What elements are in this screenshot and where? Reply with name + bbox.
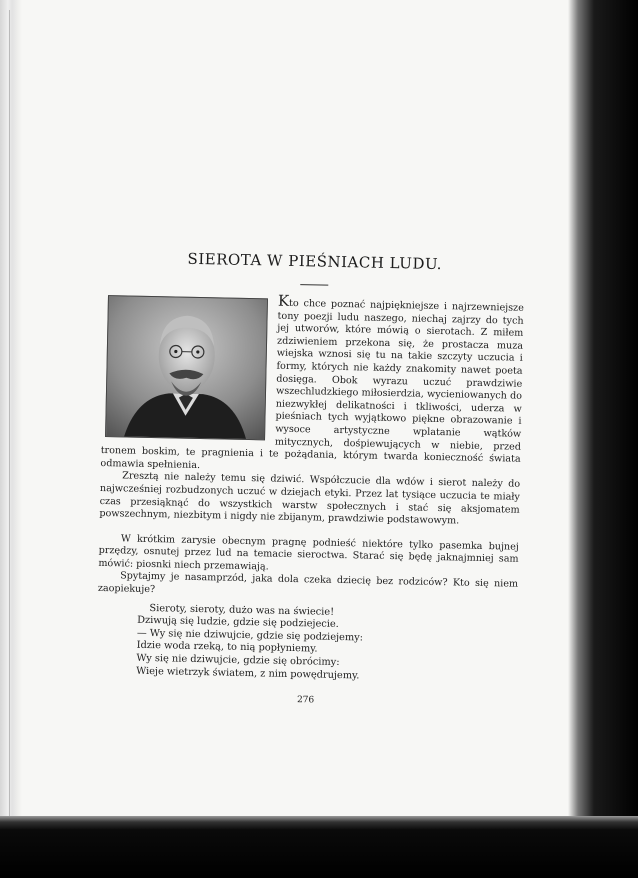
verse-line: Idzie woda rzeką, to nią popłyniemy. — [136, 640, 318, 655]
verse-line: Sieroty, sieroty, dużo was na świecie! — [149, 602, 335, 618]
author-portrait — [105, 295, 268, 440]
title-rule — [300, 284, 328, 286]
verse-line: Wy się nie dziwujcie, gdzie się obrócimy: — [136, 652, 340, 669]
paragraph-3: W krótkim zarysie obecnym pragnę podnieść niektóre tylko pasemka bujnej przędzy, osnutej przez lud na temacie sieroctwa. Starać się będę jaknajmniej sam mówić: piosnki niech przemawiają. — [98, 533, 519, 573]
page-content — [96, 248, 525, 710]
verse-line: Dziwują się ludzie, gdzie się podziejecie. — [137, 615, 339, 631]
book-spine-edge — [0, 0, 22, 878]
paragraph-4: Spytajmy je nasamprzód, jaka dola czeka dziecię bez rodziców? Kto się niem zaopiekuje? — [97, 570, 519, 596]
verse-line: — Wy się nie dziwujcie, gdzie się podziejemy: — [136, 627, 364, 644]
verse-block — [136, 602, 517, 686]
article-body — [96, 291, 524, 686]
page-title: SIEROTA W PIEŚNIACH LUDU. — [187, 249, 443, 274]
spine-line — [9, 10, 10, 830]
paragraph-2: Zresztą nie należy temu się dziwić. Współczucie dla wdów i sierot należy do najwcześniej rozbudzonych uczuć w dziejach etyki. Przez lat tysiące uczucia te miały czas przesiąknąć do wszystkich warstw społecznych i stać się aksjomatem powszechnym, niezbitym i nigdy nie zbijanym, prawdziwie podstawowym. — [99, 470, 521, 527]
drop-cap: K — [277, 291, 290, 310]
verse-line: Wieje wietrzyk światem, z nim powędrujemy. — [136, 665, 360, 682]
paragraph-intro-text: to chce poznać najpiękniejsze i najrzewniejsze tony poezji ludu naszego, niechaj zajrzy do tych jej utworów, które mówią o sierotach. Z miłem zdziwieniem przekona się, że prostacza muza wiejska wznosi się tu na takie szczyty uczucia i formy, których nie każdy znakomity nawet poeta dosięga. Obok wyrazu uczuć prawdziwie wszechludzkiego miłosierdzia, wycieniowanych do niezwykłej delikatności i tkliwości, uderza w pieśniach tych wyjątkowo piękne obrazowanie i wysoce artystyczne wplatanie wątków mitycznych, dośpiewujących w niebie, przed tronem boskim, te pragnienia i te pożądania, którym twarda konieczność świata odmawia spełnienia. — [100, 297, 524, 471]
page-number: 276 — [296, 695, 315, 706]
scan-edge-bottom — [0, 816, 638, 878]
scan-edge-right — [568, 0, 638, 878]
portrait-illustration — [106, 296, 267, 439]
